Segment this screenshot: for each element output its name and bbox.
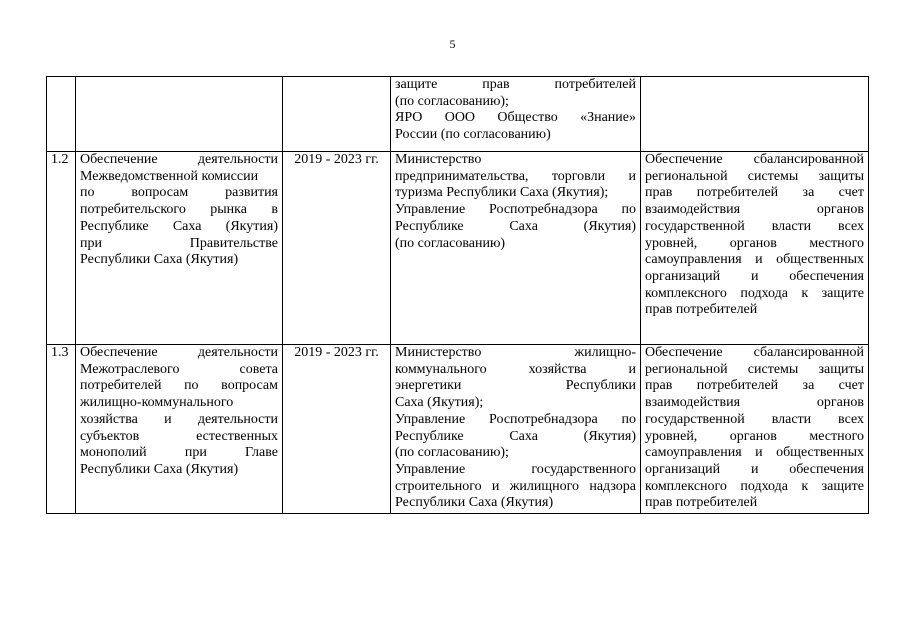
result-line: взаимодействия органов [645, 202, 864, 218]
event-line: при Правительстве [80, 235, 278, 251]
event-line: по вопросам развития [80, 185, 278, 201]
event-line: Межотраслевого совета [80, 361, 278, 377]
result-line: организаций и обеспечения [645, 268, 864, 284]
executors-line: строительного и жилищного надзора [395, 478, 636, 494]
row-number-cell [47, 77, 76, 152]
row-number-cell: 1.3 [47, 345, 76, 514]
result-line: самоуправления и общественных [645, 445, 864, 461]
executors-line: Министерство жилищно- [395, 345, 636, 360]
executors-cell [391, 345, 641, 514]
result-line: взаимодействия органов [645, 395, 864, 411]
result-line: региональной системы защиты [645, 168, 864, 184]
result-line: государственной власти всех [645, 218, 864, 234]
result-line: организаций и обеспечения [645, 461, 864, 477]
event-line: хозяйства и деятельности [80, 411, 278, 427]
event-line: потребителей по вопросам [80, 378, 278, 394]
result-line: прав потребителей [645, 495, 758, 511]
executors-line: Республики Саха (Якутия) [395, 495, 554, 511]
event-line: Обеспечение деятельности [80, 152, 278, 167]
result-line: региональной системы защиты [645, 361, 864, 377]
event-line: Межведомственной комиссии [80, 168, 259, 184]
executors-cell [391, 77, 641, 152]
executors-line: Республике Саха (Якутия) [395, 218, 636, 234]
result-line: прав потребителей за счет [645, 185, 864, 201]
measures-table [46, 76, 869, 514]
executors-line: защите прав потребителей [395, 77, 636, 92]
executors-line: Республике Саха (Якутия) [395, 428, 636, 444]
page-number: 5 [449, 37, 456, 51]
executors-line: России (по согласованию) [395, 127, 551, 143]
event-line: Республике Саха (Якутия) [80, 218, 278, 234]
event-cell [76, 345, 283, 514]
result-line: государственной власти всех [645, 411, 864, 427]
row-number-cell: 1.2 [47, 152, 76, 345]
event-line: жилищно-коммунального [80, 395, 234, 411]
result-line: уровней, органов местного [645, 428, 864, 444]
executors-line: Управление Роспотребнадзора по [395, 202, 636, 218]
result-line: комплексного подхода к защите [645, 285, 864, 301]
event-cell [76, 152, 283, 345]
executors-cell [391, 152, 641, 345]
event-line: монополий при Главе [80, 445, 278, 461]
table-row [47, 345, 869, 514]
event-line: Республики Саха (Якутия) [80, 252, 239, 268]
period-cell [283, 77, 391, 152]
event-line: Обеспечение деятельности [80, 345, 278, 360]
result-line: комплексного подхода к защите [645, 478, 864, 494]
period-cell: 2019 - 2023 гг. [283, 152, 391, 345]
result-line: прав потребителей [645, 302, 758, 318]
result-line: уровней, органов местного [645, 235, 864, 251]
executors-line: (по согласованию) [395, 235, 506, 251]
executors-line: Саха (Якутия); [395, 395, 484, 411]
executors-line: туризма Республики Саха (Якутия); [395, 185, 609, 201]
executors-line: Управление государственного [395, 461, 636, 477]
executors-line: (по согласованию); [395, 93, 509, 109]
table-row [47, 77, 869, 152]
executors-line: коммунального хозяйства и [395, 361, 636, 377]
executors-line: (по согласованию); [395, 445, 509, 461]
event-line: субъектов естественных [80, 428, 278, 444]
result-line: самоуправления и общественных [645, 252, 864, 268]
result-cell [641, 345, 869, 514]
executors-line: энергетики Республики [395, 378, 636, 394]
executors-line: Министерство [395, 152, 482, 167]
executors-line: предпринимательства, торговли и [395, 168, 636, 184]
result-cell [641, 77, 869, 152]
executors-line: ЯРО ООО Общество «Знание» [395, 110, 636, 126]
event-line: потребительского рынка в [80, 202, 278, 218]
table-row [47, 152, 869, 345]
result-line: Обеспечение сбалансированной [645, 152, 864, 167]
result-line: прав потребителей за счет [645, 378, 864, 394]
event-line: Республики Саха (Якутия) [80, 461, 239, 477]
period-cell: 2019 - 2023 гг. [283, 345, 391, 514]
event-cell [76, 77, 283, 152]
executors-line: Управление Роспотребнадзора по [395, 411, 636, 427]
result-cell [641, 152, 869, 345]
result-line: Обеспечение сбалансированной [645, 345, 864, 360]
